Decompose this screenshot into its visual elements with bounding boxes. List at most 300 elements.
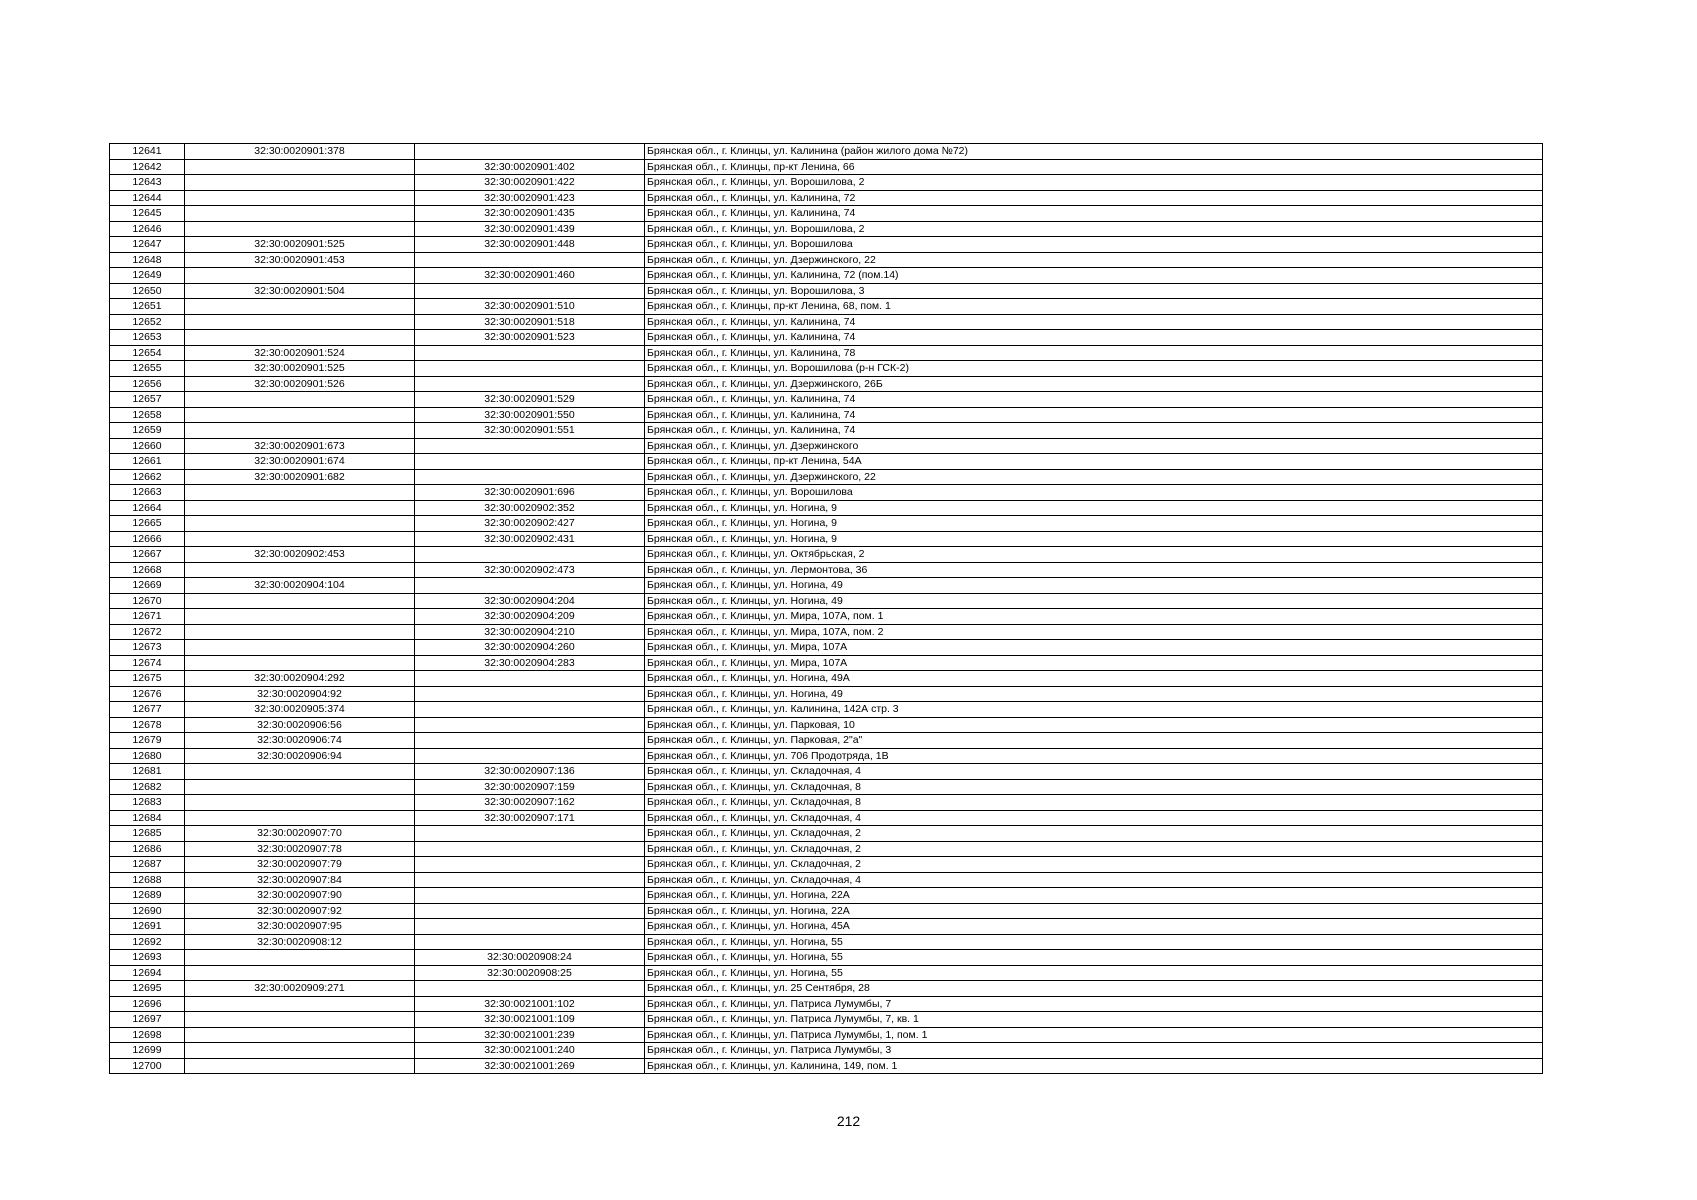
cadastral-number-cell: 32:30:0020901:682 — [185, 469, 415, 485]
cadastral-number-cell: 32:30:0020906:94 — [185, 748, 415, 764]
row-number-cell: 12684 — [110, 810, 185, 826]
cadastral-number-premises-cell — [415, 361, 645, 377]
address-cell: Брянская обл., г. Клинцы, ул. Патриса Лумумбы, 1, пом. 1 — [645, 1027, 1543, 1043]
cadastral-number-premises-cell: 32:30:0020901:550 — [415, 407, 645, 423]
cadastral-number-premises-cell — [415, 872, 645, 888]
address-cell: Брянская обл., г. Клинцы, ул. Мира, 107А — [645, 640, 1543, 656]
row-number-cell: 12641 — [110, 144, 185, 160]
address-cell: Брянская обл., г. Клинцы, ул. Ногина, 49 — [645, 593, 1543, 609]
table-row — [110, 779, 1543, 795]
cadastral-number-cell: 32:30:0020907:70 — [185, 826, 415, 842]
address-cell: Брянская обл., г. Клинцы, пр-кт Ленина, 66 — [645, 159, 1543, 175]
address-cell: Брянская обл., г. Клинцы, ул. Ногина, 49 — [645, 578, 1543, 594]
cadastral-number-premises-cell: 32:30:0020904:204 — [415, 593, 645, 609]
table-row — [110, 423, 1543, 439]
row-number-cell: 12666 — [110, 531, 185, 547]
row-number-cell: 12642 — [110, 159, 185, 175]
page-number: 212 — [836, 1113, 861, 1129]
cadastral-number-cell: 32:30:0020901:525 — [185, 237, 415, 253]
table-row — [110, 748, 1543, 764]
cadastral-number-premises-cell: 32:30:0020901:518 — [415, 314, 645, 330]
cadastral-number-cell: 32:30:0020901:504 — [185, 283, 415, 299]
address-cell: Брянская обл., г. Клинцы, ул. Калинина, 72 (пом.14) — [645, 268, 1543, 284]
address-cell: Брянская обл., г. Клинцы, ул. Дзержинского, 26Б — [645, 376, 1543, 392]
cadastral-number-premises-cell — [415, 841, 645, 857]
address-cell: Брянская обл., г. Клинцы, ул. Дзержинского, 22 — [645, 252, 1543, 268]
table-row — [110, 593, 1543, 609]
table-row — [110, 268, 1543, 284]
address-cell: Брянская обл., г. Клинцы, ул. Патриса Лумумбы, 7 — [645, 996, 1543, 1012]
address-cell: Брянская обл., г. Клинцы, ул. Ногина, 55 — [645, 950, 1543, 966]
table-row — [110, 330, 1543, 346]
table-row — [110, 872, 1543, 888]
row-number-cell: 12662 — [110, 469, 185, 485]
table-row — [110, 1027, 1543, 1043]
table-row — [110, 826, 1543, 842]
cadastral-number-premises-cell — [415, 686, 645, 702]
row-number-cell: 12649 — [110, 268, 185, 284]
row-number-cell: 12645 — [110, 206, 185, 222]
address-cell: Брянская обл., г. Клинцы, ул. Октябрьская, 2 — [645, 547, 1543, 563]
cadastral-number-premises-cell — [415, 826, 645, 842]
cadastral-number-cell — [185, 1012, 415, 1028]
address-cell: Брянская обл., г. Клинцы, ул. Патриса Лумумбы, 3 — [645, 1043, 1543, 1059]
cadastral-number-premises-cell: 32:30:0020908:24 — [415, 950, 645, 966]
registry-table-body — [110, 144, 1543, 1074]
cadastral-number-premises-cell — [415, 934, 645, 950]
cadastral-number-premises-cell: 32:30:0020904:283 — [415, 655, 645, 671]
cadastral-number-cell: 32:30:0020901:526 — [185, 376, 415, 392]
address-cell: Брянская обл., г. Клинцы, ул. Ногина, 55 — [645, 934, 1543, 950]
row-number-cell: 12678 — [110, 717, 185, 733]
cadastral-number-cell — [185, 485, 415, 501]
address-cell: Брянская обл., г. Клинцы, ул. Ногина, 9 — [645, 500, 1543, 516]
row-number-cell: 12691 — [110, 919, 185, 935]
cadastral-number-premises-cell: 32:30:0020907:162 — [415, 795, 645, 811]
address-cell: Брянская обл., г. Клинцы, ул. Ногина, 22А — [645, 903, 1543, 919]
cadastral-number-premises-cell — [415, 252, 645, 268]
row-number-cell: 12681 — [110, 764, 185, 780]
address-cell: Брянская обл., г. Клинцы, ул. 706 Продотряда, 1В — [645, 748, 1543, 764]
cadastral-number-premises-cell: 32:30:0020901:460 — [415, 268, 645, 284]
cadastral-number-cell — [185, 593, 415, 609]
table-row — [110, 810, 1543, 826]
cadastral-number-cell — [185, 609, 415, 625]
cadastral-number-cell — [185, 268, 415, 284]
cadastral-number-cell: 32:30:0020901:525 — [185, 361, 415, 377]
row-number-cell: 12696 — [110, 996, 185, 1012]
cadastral-number-cell — [185, 562, 415, 578]
table-row — [110, 190, 1543, 206]
table-row — [110, 717, 1543, 733]
cadastral-number-cell: 32:30:0020907:79 — [185, 857, 415, 873]
cadastral-number-cell — [185, 159, 415, 175]
address-cell: Брянская обл., г. Клинцы, ул. Калинина, 74 — [645, 314, 1543, 330]
table-row — [110, 175, 1543, 191]
row-number-cell: 12685 — [110, 826, 185, 842]
cadastral-number-premises-cell: 32:30:0020904:209 — [415, 609, 645, 625]
cadastral-number-premises-cell — [415, 547, 645, 563]
cadastral-number-premises-cell — [415, 376, 645, 392]
table-row — [110, 919, 1543, 935]
table-row — [110, 965, 1543, 981]
table-row — [110, 733, 1543, 749]
row-number-cell: 12659 — [110, 423, 185, 439]
address-cell: Брянская обл., г. Клинцы, ул. Ворошилова — [645, 237, 1543, 253]
table-row — [110, 934, 1543, 950]
address-cell: Брянская обл., г. Клинцы, ул. Ворошилова, 3 — [645, 283, 1543, 299]
address-cell: Брянская обл., г. Клинцы, ул. Дзержинского, 22 — [645, 469, 1543, 485]
table-row — [110, 221, 1543, 237]
cadastral-number-premises-cell — [415, 981, 645, 997]
table-row — [110, 857, 1543, 873]
cadastral-number-premises-cell — [415, 454, 645, 470]
address-cell: Брянская обл., г. Клинцы, ул. Дзержинского — [645, 438, 1543, 454]
cadastral-number-cell — [185, 1027, 415, 1043]
cadastral-number-cell: 32:30:0020906:74 — [185, 733, 415, 749]
cadastral-number-cell — [185, 655, 415, 671]
cadastral-number-premises-cell: 32:30:0020902:473 — [415, 562, 645, 578]
address-cell: Брянская обл., г. Клинцы, ул. Складочная, 4 — [645, 764, 1543, 780]
table-row — [110, 159, 1543, 175]
cadastral-number-premises-cell: 32:30:0021001:240 — [415, 1043, 645, 1059]
address-cell: Брянская обл., г. Клинцы, ул. Ногина, 9 — [645, 516, 1543, 532]
row-number-cell: 12664 — [110, 500, 185, 516]
row-number-cell: 12650 — [110, 283, 185, 299]
cadastral-number-cell: 32:30:0020909:271 — [185, 981, 415, 997]
table-row — [110, 562, 1543, 578]
address-cell: Брянская обл., г. Клинцы, ул. Парковая, 2"а" — [645, 733, 1543, 749]
address-cell: Брянская обл., г. Клинцы, ул. Мира, 107А, пом. 2 — [645, 624, 1543, 640]
cadastral-number-cell — [185, 206, 415, 222]
cadastral-number-cell — [185, 810, 415, 826]
row-number-cell: 12651 — [110, 299, 185, 315]
cadastral-number-premises-cell: 32:30:0021001:269 — [415, 1058, 645, 1074]
row-number-cell: 12647 — [110, 237, 185, 253]
address-cell: Брянская обл., г. Клинцы, ул. Калинина (район жилого дома №72) — [645, 144, 1543, 160]
table-row — [110, 671, 1543, 687]
cadastral-number-cell — [185, 314, 415, 330]
table-row — [110, 299, 1543, 315]
cadastral-number-premises-cell — [415, 919, 645, 935]
cadastral-number-premises-cell — [415, 578, 645, 594]
cadastral-number-premises-cell: 32:30:0020902:352 — [415, 500, 645, 516]
cadastral-number-cell: 32:30:0020901:673 — [185, 438, 415, 454]
cadastral-number-premises-cell — [415, 283, 645, 299]
cadastral-number-premises-cell: 32:30:0020907:159 — [415, 779, 645, 795]
row-number-cell: 12672 — [110, 624, 185, 640]
table-row — [110, 1012, 1543, 1028]
row-number-cell: 12646 — [110, 221, 185, 237]
address-cell: Брянская обл., г. Клинцы, ул. Калинина, 149, пом. 1 — [645, 1058, 1543, 1074]
cadastral-number-cell: 32:30:0020907:78 — [185, 841, 415, 857]
row-number-cell: 12668 — [110, 562, 185, 578]
row-number-cell: 12657 — [110, 392, 185, 408]
cadastral-number-premises-cell: 32:30:0020901:402 — [415, 159, 645, 175]
table-row — [110, 469, 1543, 485]
cadastral-number-premises-cell: 32:30:0020901:523 — [415, 330, 645, 346]
row-number-cell: 12689 — [110, 888, 185, 904]
table-row — [110, 547, 1543, 563]
cadastral-number-premises-cell — [415, 857, 645, 873]
row-number-cell: 12676 — [110, 686, 185, 702]
cadastral-number-cell — [185, 640, 415, 656]
cadastral-number-premises-cell: 32:30:0021001:102 — [415, 996, 645, 1012]
address-cell: Брянская обл., г. Клинцы, ул. 25 Сентября, 28 — [645, 981, 1543, 997]
address-cell: Брянская обл., г. Клинцы, ул. Ногина, 55 — [645, 965, 1543, 981]
address-cell: Брянская обл., г. Клинцы, ул. Ворошилова, 2 — [645, 221, 1543, 237]
row-number-cell: 12643 — [110, 175, 185, 191]
cadastral-number-premises-cell — [415, 903, 645, 919]
cadastral-number-premises-cell — [415, 717, 645, 733]
table-row — [110, 950, 1543, 966]
address-cell: Брянская обл., г. Клинцы, ул. Ногина, 45А — [645, 919, 1543, 935]
cadastral-number-premises-cell — [415, 671, 645, 687]
cadastral-number-cell: 32:30:0020901:453 — [185, 252, 415, 268]
cadastral-number-premises-cell: 32:30:0020901:422 — [415, 175, 645, 191]
address-cell: Брянская обл., г. Клинцы, ул. Лермонтова, 36 — [645, 562, 1543, 578]
table-row — [110, 454, 1543, 470]
cadastral-number-cell: 32:30:0020901:378 — [185, 144, 415, 160]
address-cell: Брянская обл., г. Клинцы, ул. Ворошилова, 2 — [645, 175, 1543, 191]
address-cell: Брянская обл., г. Клинцы, ул. Калинина, 142А стр. 3 — [645, 702, 1543, 718]
cadastral-number-cell — [185, 221, 415, 237]
cadastral-number-premises-cell: 32:30:0020901:696 — [415, 485, 645, 501]
table-row — [110, 1043, 1543, 1059]
cadastral-number-premises-cell: 32:30:0020902:431 — [415, 531, 645, 547]
row-number-cell: 12699 — [110, 1043, 185, 1059]
table-row — [110, 888, 1543, 904]
cadastral-number-cell: 32:30:0020908:12 — [185, 934, 415, 950]
cadastral-number-premises-cell: 32:30:0020904:210 — [415, 624, 645, 640]
address-cell: Брянская обл., г. Клинцы, ул. Складочная, 8 — [645, 795, 1543, 811]
address-cell: Брянская обл., г. Клинцы, ул. Ворошилова (р-н ГСК-2) — [645, 361, 1543, 377]
cadastral-number-premises-cell: 32:30:0020901:529 — [415, 392, 645, 408]
cadastral-number-cell: 32:30:0020902:453 — [185, 547, 415, 563]
cadastral-number-cell — [185, 190, 415, 206]
cadastral-number-premises-cell: 32:30:0021001:239 — [415, 1027, 645, 1043]
table-row — [110, 903, 1543, 919]
row-number-cell: 12652 — [110, 314, 185, 330]
table-row — [110, 500, 1543, 516]
address-cell: Брянская обл., г. Клинцы, ул. Калинина, 74 — [645, 407, 1543, 423]
cadastral-number-premises-cell: 32:30:0020902:427 — [415, 516, 645, 532]
cadastral-number-cell: 32:30:0020907:92 — [185, 903, 415, 919]
cadastral-number-premises-cell — [415, 702, 645, 718]
cadastral-number-cell — [185, 175, 415, 191]
table-row — [110, 764, 1543, 780]
cadastral-number-cell — [185, 516, 415, 532]
cadastral-number-cell — [185, 764, 415, 780]
table-row — [110, 996, 1543, 1012]
table-row — [110, 609, 1543, 625]
cadastral-number-premises-cell — [415, 144, 645, 160]
cadastral-number-cell: 32:30:0020907:95 — [185, 919, 415, 935]
table-row — [110, 237, 1543, 253]
cadastral-number-cell: 32:30:0020907:90 — [185, 888, 415, 904]
row-number-cell: 12682 — [110, 779, 185, 795]
row-number-cell: 12671 — [110, 609, 185, 625]
table-row — [110, 686, 1543, 702]
table-row — [110, 624, 1543, 640]
cadastral-number-premises-cell: 32:30:0020907:136 — [415, 764, 645, 780]
cadastral-number-premises-cell — [415, 748, 645, 764]
address-cell: Брянская обл., г. Клинцы, ул. Мира, 107А, пом. 1 — [645, 609, 1543, 625]
cadastral-number-cell — [185, 1058, 415, 1074]
row-number-cell: 12675 — [110, 671, 185, 687]
cadastral-number-cell: 32:30:0020901:524 — [185, 345, 415, 361]
cadastral-number-premises-cell: 32:30:0020901:448 — [415, 237, 645, 253]
address-cell: Брянская обл., г. Клинцы, ул. Складочная, 2 — [645, 857, 1543, 873]
cadastral-number-premises-cell: 32:30:0020901:439 — [415, 221, 645, 237]
row-number-cell: 12670 — [110, 593, 185, 609]
row-number-cell: 12665 — [110, 516, 185, 532]
table-row — [110, 795, 1543, 811]
table-row — [110, 640, 1543, 656]
cadastral-number-cell — [185, 1043, 415, 1059]
cadastral-number-cell: 32:30:0020901:674 — [185, 454, 415, 470]
table-row — [110, 144, 1543, 160]
cadastral-number-premises-cell — [415, 469, 645, 485]
cadastral-number-premises-cell: 32:30:0020904:260 — [415, 640, 645, 656]
address-cell: Брянская обл., г. Клинцы, ул. Мира, 107А — [645, 655, 1543, 671]
row-number-cell: 12653 — [110, 330, 185, 346]
address-cell: Брянская обл., г. Клинцы, ул. Калинина, 74 — [645, 423, 1543, 439]
cadastral-number-cell: 32:30:0020907:84 — [185, 872, 415, 888]
row-number-cell: 12661 — [110, 454, 185, 470]
row-number-cell: 12655 — [110, 361, 185, 377]
address-cell: Брянская обл., г. Клинцы, ул. Ногина, 49А — [645, 671, 1543, 687]
row-number-cell: 12698 — [110, 1027, 185, 1043]
address-cell: Брянская обл., г. Клинцы, ул. Калинина, 74 — [645, 206, 1543, 222]
row-number-cell: 12700 — [110, 1058, 185, 1074]
row-number-cell: 12663 — [110, 485, 185, 501]
cadastral-number-cell — [185, 330, 415, 346]
row-number-cell: 12690 — [110, 903, 185, 919]
table-row — [110, 516, 1543, 532]
cadastral-number-cell — [185, 795, 415, 811]
row-number-cell: 12673 — [110, 640, 185, 656]
row-number-cell: 12686 — [110, 841, 185, 857]
address-cell: Брянская обл., г. Клинцы, ул. Парковая, 10 — [645, 717, 1543, 733]
cadastral-number-cell — [185, 500, 415, 516]
cadastral-number-cell — [185, 624, 415, 640]
cadastral-number-premises-cell — [415, 345, 645, 361]
cadastral-number-cell — [185, 779, 415, 795]
table-row — [110, 314, 1543, 330]
table-row — [110, 578, 1543, 594]
address-cell: Брянская обл., г. Клинцы, ул. Калинина, 74 — [645, 330, 1543, 346]
row-number-cell: 12669 — [110, 578, 185, 594]
row-number-cell: 12688 — [110, 872, 185, 888]
table-row — [110, 376, 1543, 392]
table-row — [110, 392, 1543, 408]
row-number-cell: 12656 — [110, 376, 185, 392]
cadastral-number-cell — [185, 392, 415, 408]
cadastral-number-cell: 32:30:0020904:104 — [185, 578, 415, 594]
table-row — [110, 841, 1543, 857]
row-number-cell: 12654 — [110, 345, 185, 361]
cadastral-number-cell: 32:30:0020905:374 — [185, 702, 415, 718]
table-row — [110, 485, 1543, 501]
cadastral-number-premises-cell: 32:30:0020901:435 — [415, 206, 645, 222]
cadastral-number-cell — [185, 950, 415, 966]
row-number-cell: 12694 — [110, 965, 185, 981]
row-number-cell: 12679 — [110, 733, 185, 749]
address-cell: Брянская обл., г. Клинцы, ул. Калинина, 72 — [645, 190, 1543, 206]
address-cell: Брянская обл., г. Клинцы, ул. Складочная, 2 — [645, 841, 1543, 857]
row-number-cell: 12674 — [110, 655, 185, 671]
table-row — [110, 345, 1543, 361]
table-row — [110, 1058, 1543, 1074]
row-number-cell: 12683 — [110, 795, 185, 811]
address-cell: Брянская обл., г. Клинцы, ул. Складочная, 4 — [645, 810, 1543, 826]
address-cell: Брянская обл., г. Клинцы, ул. Ворошилова — [645, 485, 1543, 501]
cadastral-number-cell — [185, 407, 415, 423]
row-number-cell: 12687 — [110, 857, 185, 873]
table-row — [110, 981, 1543, 997]
cadastral-number-premises-cell: 32:30:0020908:25 — [415, 965, 645, 981]
row-number-cell: 12692 — [110, 934, 185, 950]
cadastral-number-premises-cell: 32:30:0021001:109 — [415, 1012, 645, 1028]
cadastral-number-premises-cell: 32:30:0020907:171 — [415, 810, 645, 826]
cadastral-number-cell: 32:30:0020904:292 — [185, 671, 415, 687]
table-row — [110, 407, 1543, 423]
address-cell: Брянская обл., г. Клинцы, пр-кт Ленина, 68, пом. 1 — [645, 299, 1543, 315]
address-cell: Брянская обл., г. Клинцы, ул. Калинина, 74 — [645, 392, 1543, 408]
address-cell: Брянская обл., г. Клинцы, ул. Ногина, 49 — [645, 686, 1543, 702]
address-cell: Брянская обл., г. Клинцы, ул. Калинина, 78 — [645, 345, 1543, 361]
address-cell: Брянская обл., г. Клинцы, ул. Складочная, 4 — [645, 872, 1543, 888]
address-cell: Брянская обл., г. Клинцы, ул. Ногина, 22А — [645, 888, 1543, 904]
table-row — [110, 531, 1543, 547]
cadastral-number-cell: 32:30:0020904:92 — [185, 686, 415, 702]
property-registry-table — [109, 143, 1543, 1074]
cadastral-number-cell — [185, 996, 415, 1012]
cadastral-number-cell: 32:30:0020906:56 — [185, 717, 415, 733]
cadastral-number-cell — [185, 965, 415, 981]
cadastral-number-cell — [185, 423, 415, 439]
cadastral-number-premises-cell: 32:30:0020901:423 — [415, 190, 645, 206]
table-row — [110, 655, 1543, 671]
table-row — [110, 361, 1543, 377]
row-number-cell: 12693 — [110, 950, 185, 966]
cadastral-number-premises-cell: 32:30:0020901:551 — [415, 423, 645, 439]
address-cell: Брянская обл., г. Клинцы, ул. Патриса Лумумбы, 7, кв. 1 — [645, 1012, 1543, 1028]
row-number-cell: 12697 — [110, 1012, 185, 1028]
cadastral-number-premises-cell — [415, 733, 645, 749]
cadastral-number-premises-cell — [415, 888, 645, 904]
table-row — [110, 252, 1543, 268]
cadastral-number-premises-cell: 32:30:0020901:510 — [415, 299, 645, 315]
table-row — [110, 206, 1543, 222]
address-cell: Брянская обл., г. Клинцы, ул. Складочная, 2 — [645, 826, 1543, 842]
row-number-cell: 12660 — [110, 438, 185, 454]
address-cell: Брянская обл., г. Клинцы, ул. Складочная, 8 — [645, 779, 1543, 795]
row-number-cell: 12680 — [110, 748, 185, 764]
address-cell: Брянская обл., г. Клинцы, ул. Ногина, 9 — [645, 531, 1543, 547]
row-number-cell: 12667 — [110, 547, 185, 563]
cadastral-number-premises-cell — [415, 438, 645, 454]
cadastral-number-cell — [185, 531, 415, 547]
row-number-cell: 12658 — [110, 407, 185, 423]
table-row — [110, 438, 1543, 454]
row-number-cell: 12644 — [110, 190, 185, 206]
cadastral-number-cell — [185, 299, 415, 315]
table-row — [110, 283, 1543, 299]
row-number-cell: 12677 — [110, 702, 185, 718]
row-number-cell: 12695 — [110, 981, 185, 997]
